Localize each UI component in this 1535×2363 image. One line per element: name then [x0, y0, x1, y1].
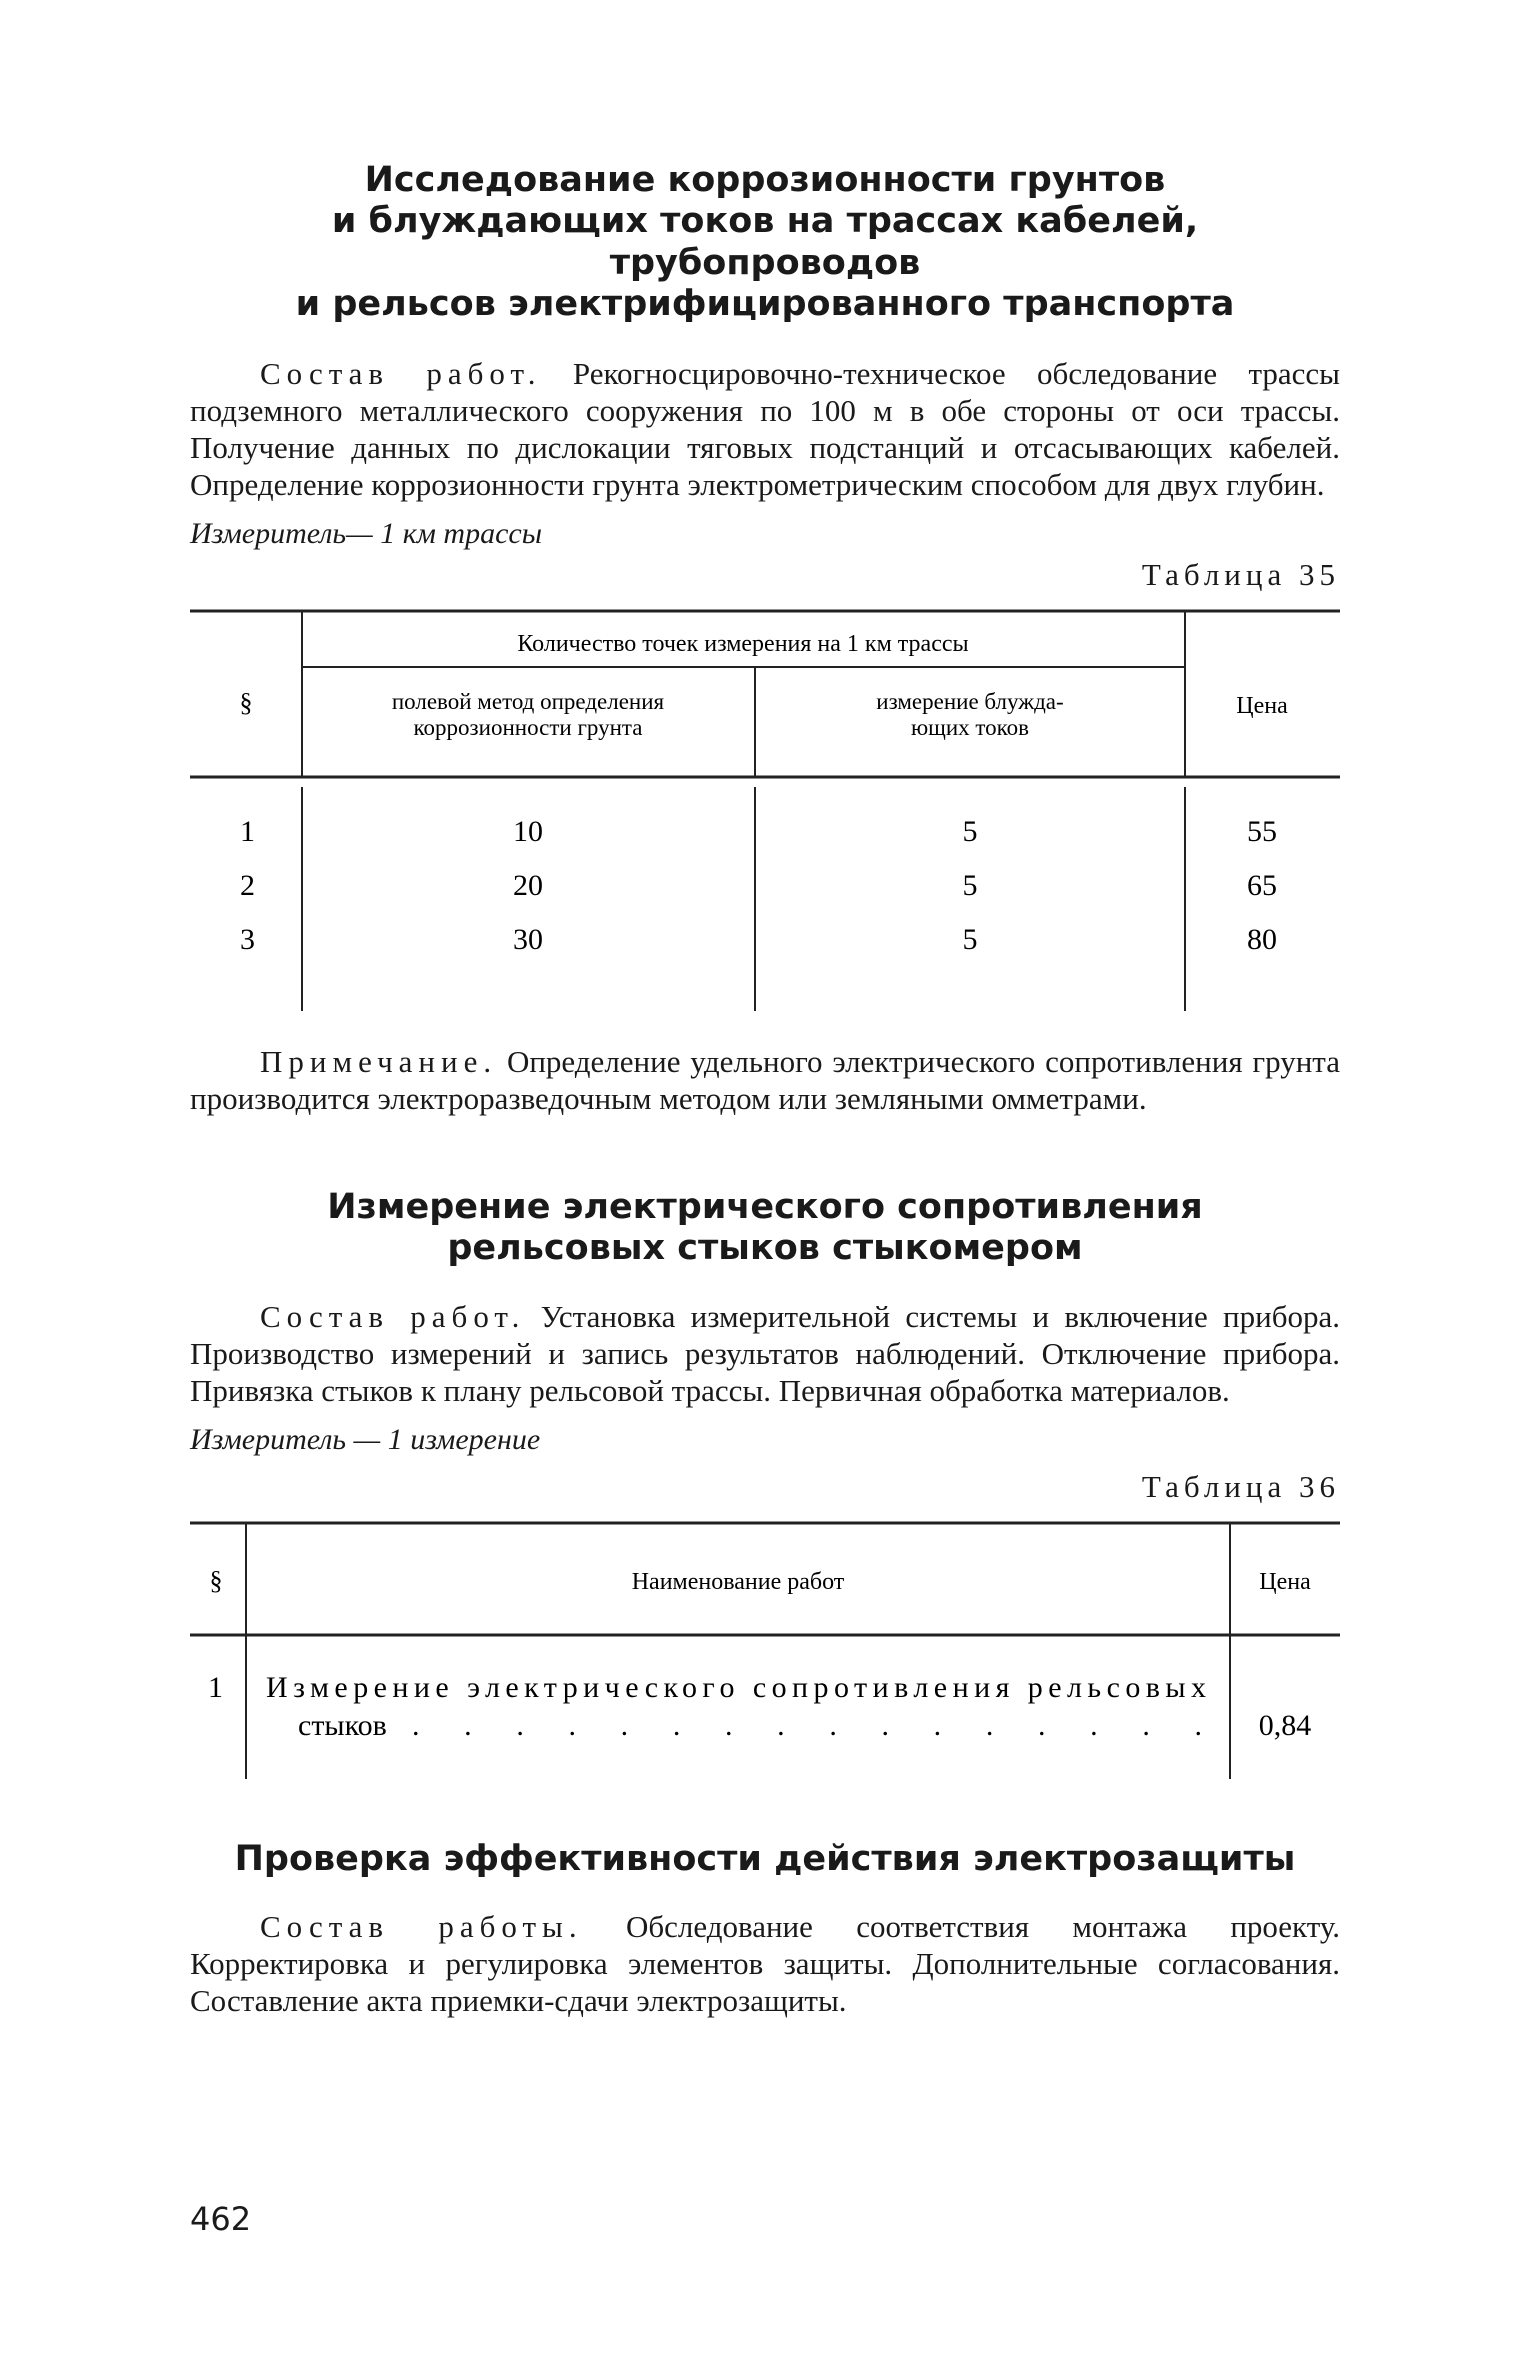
- section2-meter: Измеритель — 1 измерение: [190, 1422, 541, 1456]
- table36-col-section: §: [209, 1565, 223, 1595]
- section1-note-body: Определение удельного электрического сопротивления грунта производится электроразведочным методом или земляными омметрами.: [190, 1044, 1340, 1117]
- section2-title-line: рельсовых стыков стыкомером: [447, 1228, 1083, 1269]
- section3-title: Проверка эффективности действия электрозащиты: [234, 1838, 1296, 1879]
- table35-cell-n: 1: [240, 815, 255, 849]
- table35-cell-stray: 5: [962, 923, 978, 957]
- page: [190, 160, 1340, 2019]
- table36-col-name: Наименование работ: [631, 1568, 845, 1595]
- section1-title-line: и блуждающих токов на трассах кабелей, трубопроводов: [331, 201, 1199, 283]
- table35-col-section: §: [239, 688, 253, 718]
- section2-lead: Состав работ.: [260, 1298, 526, 1334]
- section3-paragraph: [190, 1908, 1340, 2019]
- section1-paragraph: [190, 355, 1340, 503]
- section2-paragraph: [190, 1298, 1340, 1409]
- table36-cell-price: 0,84: [1258, 1708, 1312, 1742]
- table36-col-price: Цена: [1259, 1568, 1311, 1595]
- section1-lead: Состав работ.: [260, 356, 542, 392]
- table36-cell-dots: . . . . . . . . . . . . . . . .: [412, 1708, 1202, 1742]
- table35-col-field-line1: полевой метод определения: [391, 689, 665, 715]
- table35-cell-price: 55: [1247, 815, 1277, 849]
- section1-title-line: Исследование коррозионности грунтов: [364, 160, 1166, 200]
- table35-col-group: Количество точек измерения на 1 км трассы: [517, 631, 969, 658]
- table36-cell-name-line1: Измерение электрического сопротивления рельсовых: [266, 1670, 1206, 1704]
- table36-cell-name-line2: стыков: [298, 1708, 387, 1742]
- section2-body: Установка измерительной системы и включение прибора. Производство измерений и запись результатов наблюдений. Отключение прибора. Привязка стыков к плану рельсовой трассы. Первичная обработка материалов.: [190, 1298, 1341, 1408]
- table35-cell-price: 80: [1247, 923, 1277, 957]
- table35-cell-n: 3: [240, 923, 255, 957]
- table35-cell-field: 30: [513, 923, 543, 957]
- table36: [190, 1517, 1340, 1787]
- table35: [190, 601, 1340, 1021]
- section3-body: Обследование соответствия монтажа проекту. Корректировка и регулировка элементов защиты. Дополнительные согласования. Составление акта приемки-сдачи электрозащиты.: [190, 1909, 1340, 2019]
- section2-title: [190, 1187, 1340, 1270]
- table35-col-stray-line1: измерение блужда-: [876, 689, 1064, 715]
- table35-col-stray-line2: ющих токов: [910, 715, 1030, 741]
- table36-cell-n: 1: [208, 1670, 223, 1704]
- table36-caption: Таблица 36: [1141, 1468, 1340, 1504]
- table35-caption: Таблица 35: [1141, 557, 1340, 593]
- section2-title-line: Измерение электрического сопротивления: [327, 1187, 1203, 1228]
- table35-cell-n: 2: [240, 869, 255, 903]
- section3-lead: Состав работы.: [260, 1909, 583, 1945]
- table35-rows: [240, 815, 1277, 956]
- table35-col-field-line2: коррозионности грунта: [413, 715, 643, 741]
- section1-title-line: и рельсов электрифицированного транспорта: [295, 283, 1235, 324]
- table35-col-price: Цена: [1236, 693, 1288, 720]
- table35-cell-price: 65: [1247, 869, 1277, 903]
- section1-note: [190, 1043, 1340, 1117]
- section1-meter: Измеритель— 1 км трассы: [190, 517, 543, 551]
- section1-title: [190, 160, 1340, 325]
- table35-cell-stray: 5: [962, 815, 978, 849]
- table35-cell-field: 20: [513, 869, 543, 903]
- section1-body: Рекогносцировочно-техническое обследование трассы подземного металлического сооружения по 100 м в обе стороны от оси трассы. Получение данных по дислокации тяговых подстанций и отсасывающих кабелей. Определение коррозионности грунта электрометрическим способом для двух глубин.: [190, 356, 1341, 503]
- section1-note-lead: Примечание.: [260, 1044, 498, 1080]
- table35-cell-field: 10: [513, 815, 543, 849]
- page-number: 462: [190, 2200, 252, 2238]
- table35-cell-stray: 5: [962, 869, 978, 903]
